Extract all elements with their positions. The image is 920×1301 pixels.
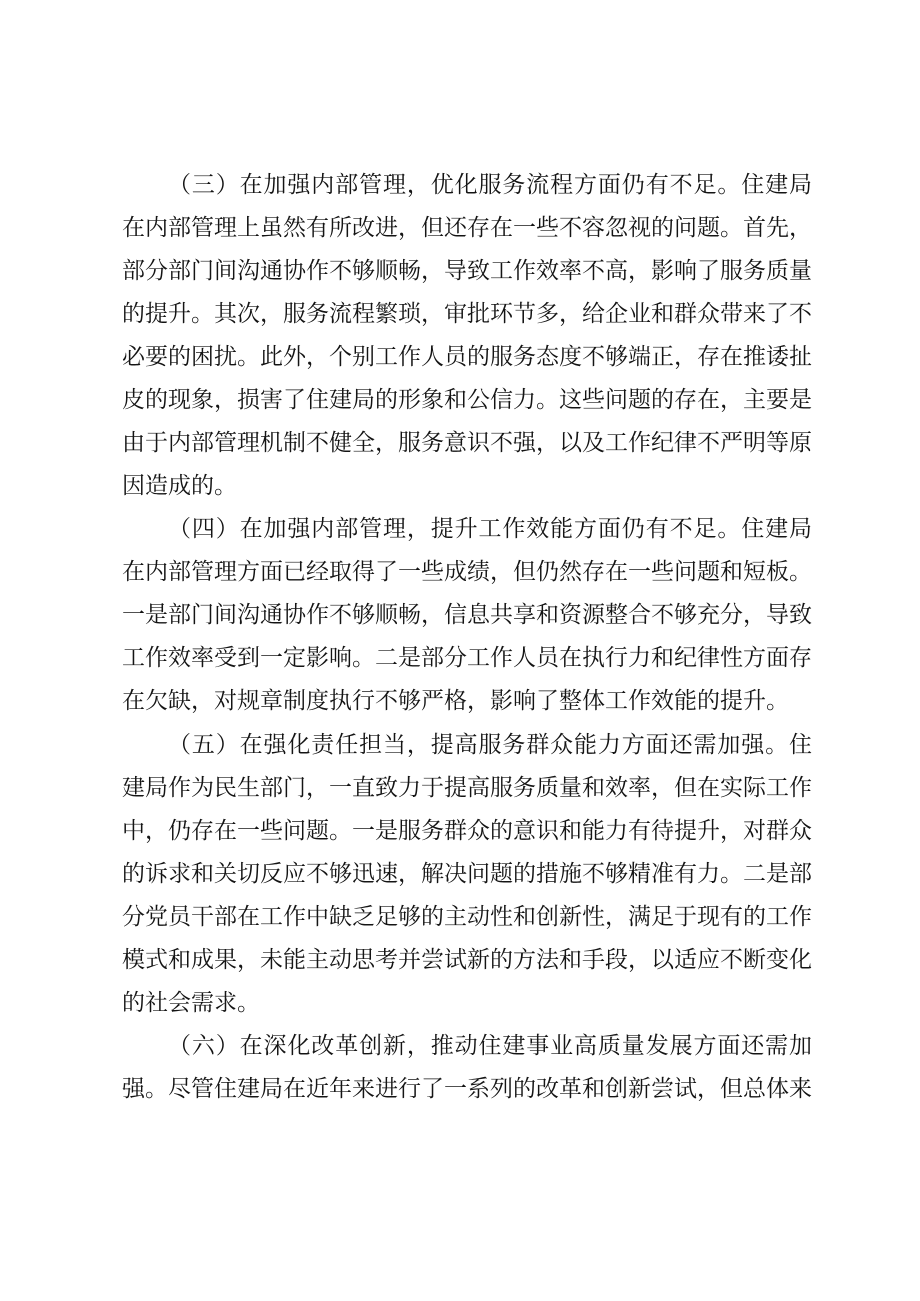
paragraph-4-line-3: 一是部门间沟通协作不够顺畅，信息共享和资源整合不够充分，导致 [122, 602, 812, 628]
paragraph-3-line-4: 的提升。其次，服务流程繁琐，审批环节多，给企业和群众带来了不 [122, 301, 812, 327]
paragraph-6-line-2: 强。尽管住建局在近年来进行了一系列的改革和创新尝试，但总体来 [122, 1076, 812, 1102]
paragraph-4-line-4: 工作效率受到一定影响。二是部分工作人员在执行力和纪律性方面存 [122, 645, 812, 671]
paragraph-4-line-2: 在内部管理方面已经取得了一些成绩，但仍然存在一些问题和短板。 [122, 559, 812, 585]
paragraph-4-line-5: 在欠缺，对规章制度执行不够严格，影响了整体工作效能的提升。 [122, 688, 789, 714]
paragraph-3-line-3: 部分部门间沟通协作不够顺畅，导致工作效率不高，影响了服务质量 [122, 258, 812, 284]
paragraph-6-line-1: （六）在深化改革创新，推动住建事业高质量发展方面还需加 [168, 1033, 812, 1059]
paragraph-5-line-3: 中，仍存在一些问题。一是服务群众的意识和能力有待提升，对群众 [122, 818, 812, 844]
paragraph-4-line-1: （四）在加强内部管理，提升工作效能方面仍有不足。住建局 [168, 516, 812, 542]
paragraph-3-line-7: 由于内部管理机制不健全，服务意识不强，以及工作纪律不严明等原 [122, 430, 812, 456]
paragraph-5-line-1: （五）在强化责任担当，提高服务群众能力方面还需加强。住 [168, 732, 812, 758]
paragraph-5-line-6: 模式和成果，未能主动思考并尝试新的方法和手段，以适应不断变化 [122, 947, 812, 973]
paragraph-3-line-8: 因造成的。 [122, 473, 237, 499]
paragraph-3-line-5: 必要的困扰。此外，个别工作人员的服务态度不够端正，存在推诿扯 [122, 344, 812, 370]
paragraph-5-line-7: 的社会需求。 [122, 990, 260, 1016]
paragraph-3-line-2: 在内部管理上虽然有所改进，但还存在一些不容忽视的问题。首先， [122, 215, 812, 241]
paragraph-5-line-2: 建局作为民生部门，一直致力于提高服务质量和效率，但在实际工作 [122, 775, 812, 801]
paragraph-5-line-5: 分党员干部在工作中缺乏足够的主动性和创新性，满足于现有的工作 [122, 904, 812, 930]
paragraph-3-line-1: （三）在加强内部管理，优化服务流程方面仍有不足。住建局 [168, 172, 812, 198]
paragraph-5-line-4: 的诉求和关切反应不够迅速，解决问题的措施不够精准有力。二是部 [122, 861, 812, 887]
paragraph-3-line-6: 皮的现象，损害了住建局的形象和公信力。这些问题的存在，主要是 [122, 387, 812, 413]
